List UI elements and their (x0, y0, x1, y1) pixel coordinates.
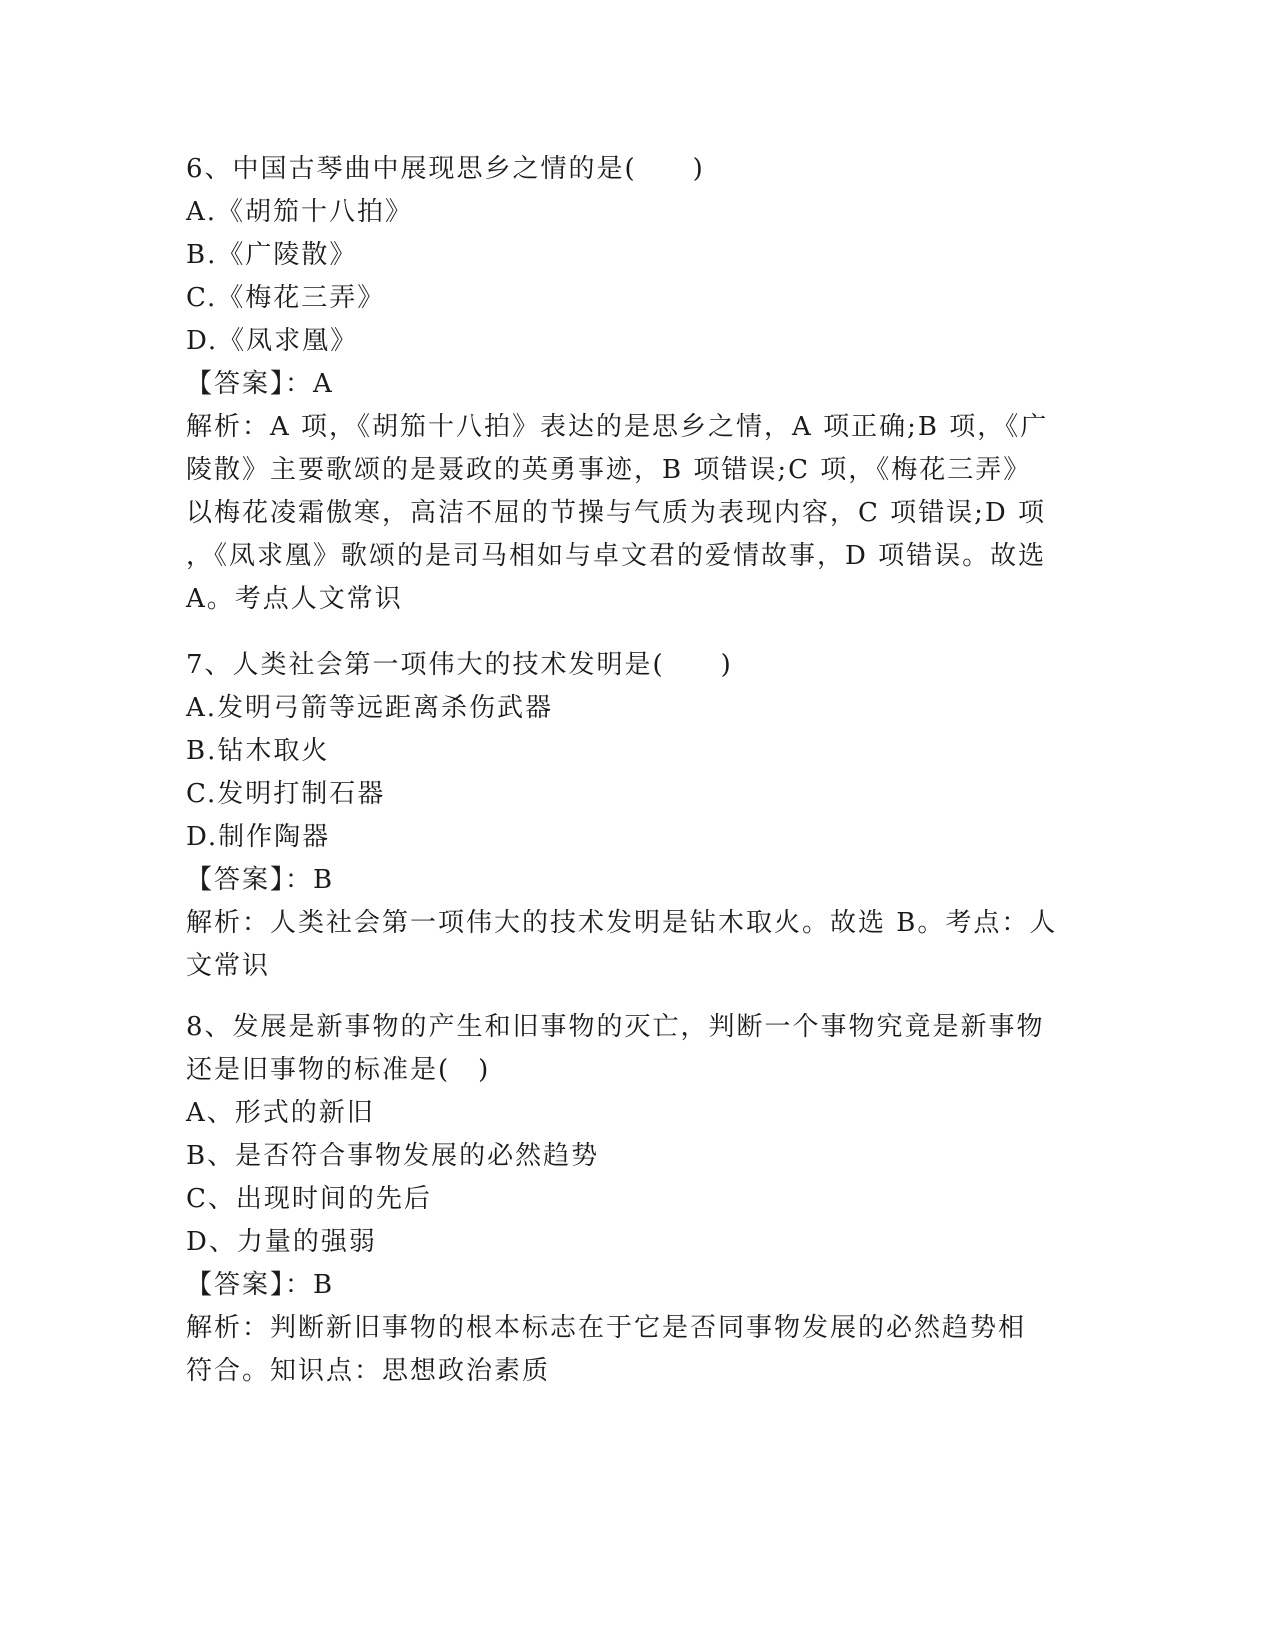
answer-line: 【答案】：B (186, 1270, 335, 1300)
question-8 (186, 1006, 1076, 1393)
option-a: A.发明弓箭等远距离杀伤武器 (186, 693, 554, 723)
option-c: C.发明打制石器 (186, 779, 386, 809)
analysis-line: ，《凤求凰》歌颂的是司马相如与卓文君的爱情故事，D 项错误。故选 (186, 541, 1047, 571)
option-b: B、是否符合事物发展的必然趋势 (186, 1141, 600, 1171)
option-d: D.《凤求凰》 (186, 326, 359, 356)
analysis-line: A。考点人文常识 (186, 584, 403, 614)
option-c: C.《梅花三弄》 (186, 283, 386, 313)
option-c: C、出现时间的先后 (186, 1184, 432, 1214)
analysis-line: 符合。知识点：思想政治素质 (186, 1356, 551, 1386)
option-a: A、形式的新旧 (186, 1098, 375, 1128)
option-b: B.《广陵散》 (186, 240, 358, 270)
analysis-line: 解析：A 项，《胡笳十八拍》表达的是思乡之情，A 项正确;B 项，《广 (186, 412, 1049, 442)
question-stem: 8、发展是新事物的产生和旧事物的灭亡，判断一个事物究竟是新事物 (186, 1012, 1045, 1042)
question-7 (186, 644, 1076, 988)
question-stem: 6、中国古琴曲中展现思乡之情的是( ) (186, 154, 705, 184)
option-a: A.《胡笳十八拍》 (186, 197, 414, 227)
analysis-line: 陵散》主要歌颂的是聂政的英勇事迹，B 项错误;C 项，《梅花三弄》 (186, 455, 1032, 485)
question-stem: 7、人类社会第一项伟大的技术发明是( ) (186, 650, 733, 680)
answer-line: 【答案】：A (186, 369, 334, 399)
analysis-line: 以梅花凌霜傲寒，高洁不屈的节操与气质为表现内容，C 项错误;D 项 (186, 498, 1047, 528)
analysis-line: 文常识 (186, 951, 271, 981)
option-d: D、力量的强弱 (186, 1227, 377, 1257)
answer-line: 【答案】：B (186, 865, 335, 895)
analysis-line: 解析：人类社会第一项伟大的技术发明是钻木取火。故选 B。考点：人 (186, 908, 1058, 938)
question-stem: 还是旧事物的标准是( ) (186, 1055, 491, 1085)
analysis-line: 解析：判断新旧事物的根本标志在于它是否同事物发展的必然趋势相 (186, 1313, 1027, 1343)
option-d: D.制作陶器 (186, 822, 331, 852)
option-b: B.钻木取火 (186, 736, 330, 766)
question-6 (186, 148, 1076, 621)
